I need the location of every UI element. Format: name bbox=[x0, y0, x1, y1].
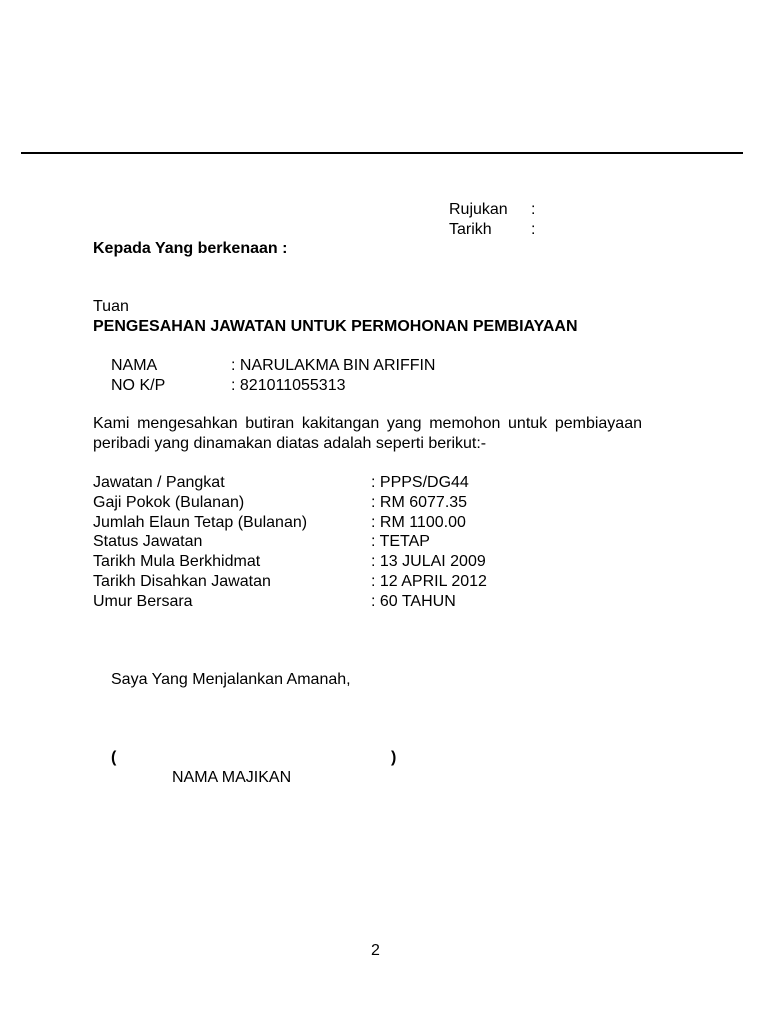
detail-value: : TETAP bbox=[371, 533, 430, 550]
detail-value: : RM 1100.00 bbox=[371, 514, 466, 531]
salutation: Tuan bbox=[93, 298, 129, 315]
detail-value: : 12 APRIL 2012 bbox=[371, 573, 487, 590]
detail-label: Jumlah Elaun Tetap (Bulanan) bbox=[93, 514, 308, 531]
detail-label: Tarikh Disahkan Jawatan bbox=[93, 573, 271, 590]
detail-label: Umur Bersara bbox=[93, 593, 193, 610]
nama-value: : NARULAKMA BIN ARIFFIN bbox=[231, 357, 436, 374]
detail-label: Tarikh Mula Berkhidmat bbox=[93, 553, 261, 570]
tarikh-label: Tarikh bbox=[449, 221, 492, 238]
rujukan-separator: : bbox=[531, 201, 536, 218]
detail-label: Gaji Pokok (Bulanan) bbox=[93, 494, 245, 511]
letter-subject: PENGESAHAN JAWATAN UNTUK PERMOHONAN PEMBIAYAAN bbox=[93, 318, 578, 335]
page-number: 2 bbox=[371, 942, 380, 959]
detail-value: : PPPS/DG44 bbox=[371, 474, 469, 491]
detail-value: : 13 JULAI 2009 bbox=[371, 553, 486, 570]
nokp-label: NO K/P bbox=[111, 377, 166, 394]
signature-open-paren: ( bbox=[111, 749, 117, 766]
employer-name-label: NAMA MAJIKAN bbox=[172, 769, 292, 786]
header-rule bbox=[21, 152, 743, 154]
rujukan-label: Rujukan bbox=[449, 201, 508, 218]
detail-value: : 60 TAHUN bbox=[371, 593, 456, 610]
signature-close-paren: ) bbox=[391, 749, 397, 766]
body-paragraph: Kami mengesahkan butiran kakitangan yang memohon untuk pembiayaan peribadi yang dinamakan diatas adalah seperti berikut:- bbox=[93, 415, 642, 452]
tarikh-separator: : bbox=[531, 221, 536, 238]
nokp-value: : 821011055313 bbox=[231, 377, 346, 394]
nama-label: NAMA bbox=[111, 357, 158, 374]
detail-label: Jawatan / Pangkat bbox=[93, 474, 225, 491]
detail-value: : RM 6077.35 bbox=[371, 494, 468, 511]
closing-line: Saya Yang Menjalankan Amanah, bbox=[111, 671, 351, 688]
detail-label: Status Jawatan bbox=[93, 533, 203, 550]
recipient-line: Kepada Yang berkenaan : bbox=[93, 240, 288, 257]
